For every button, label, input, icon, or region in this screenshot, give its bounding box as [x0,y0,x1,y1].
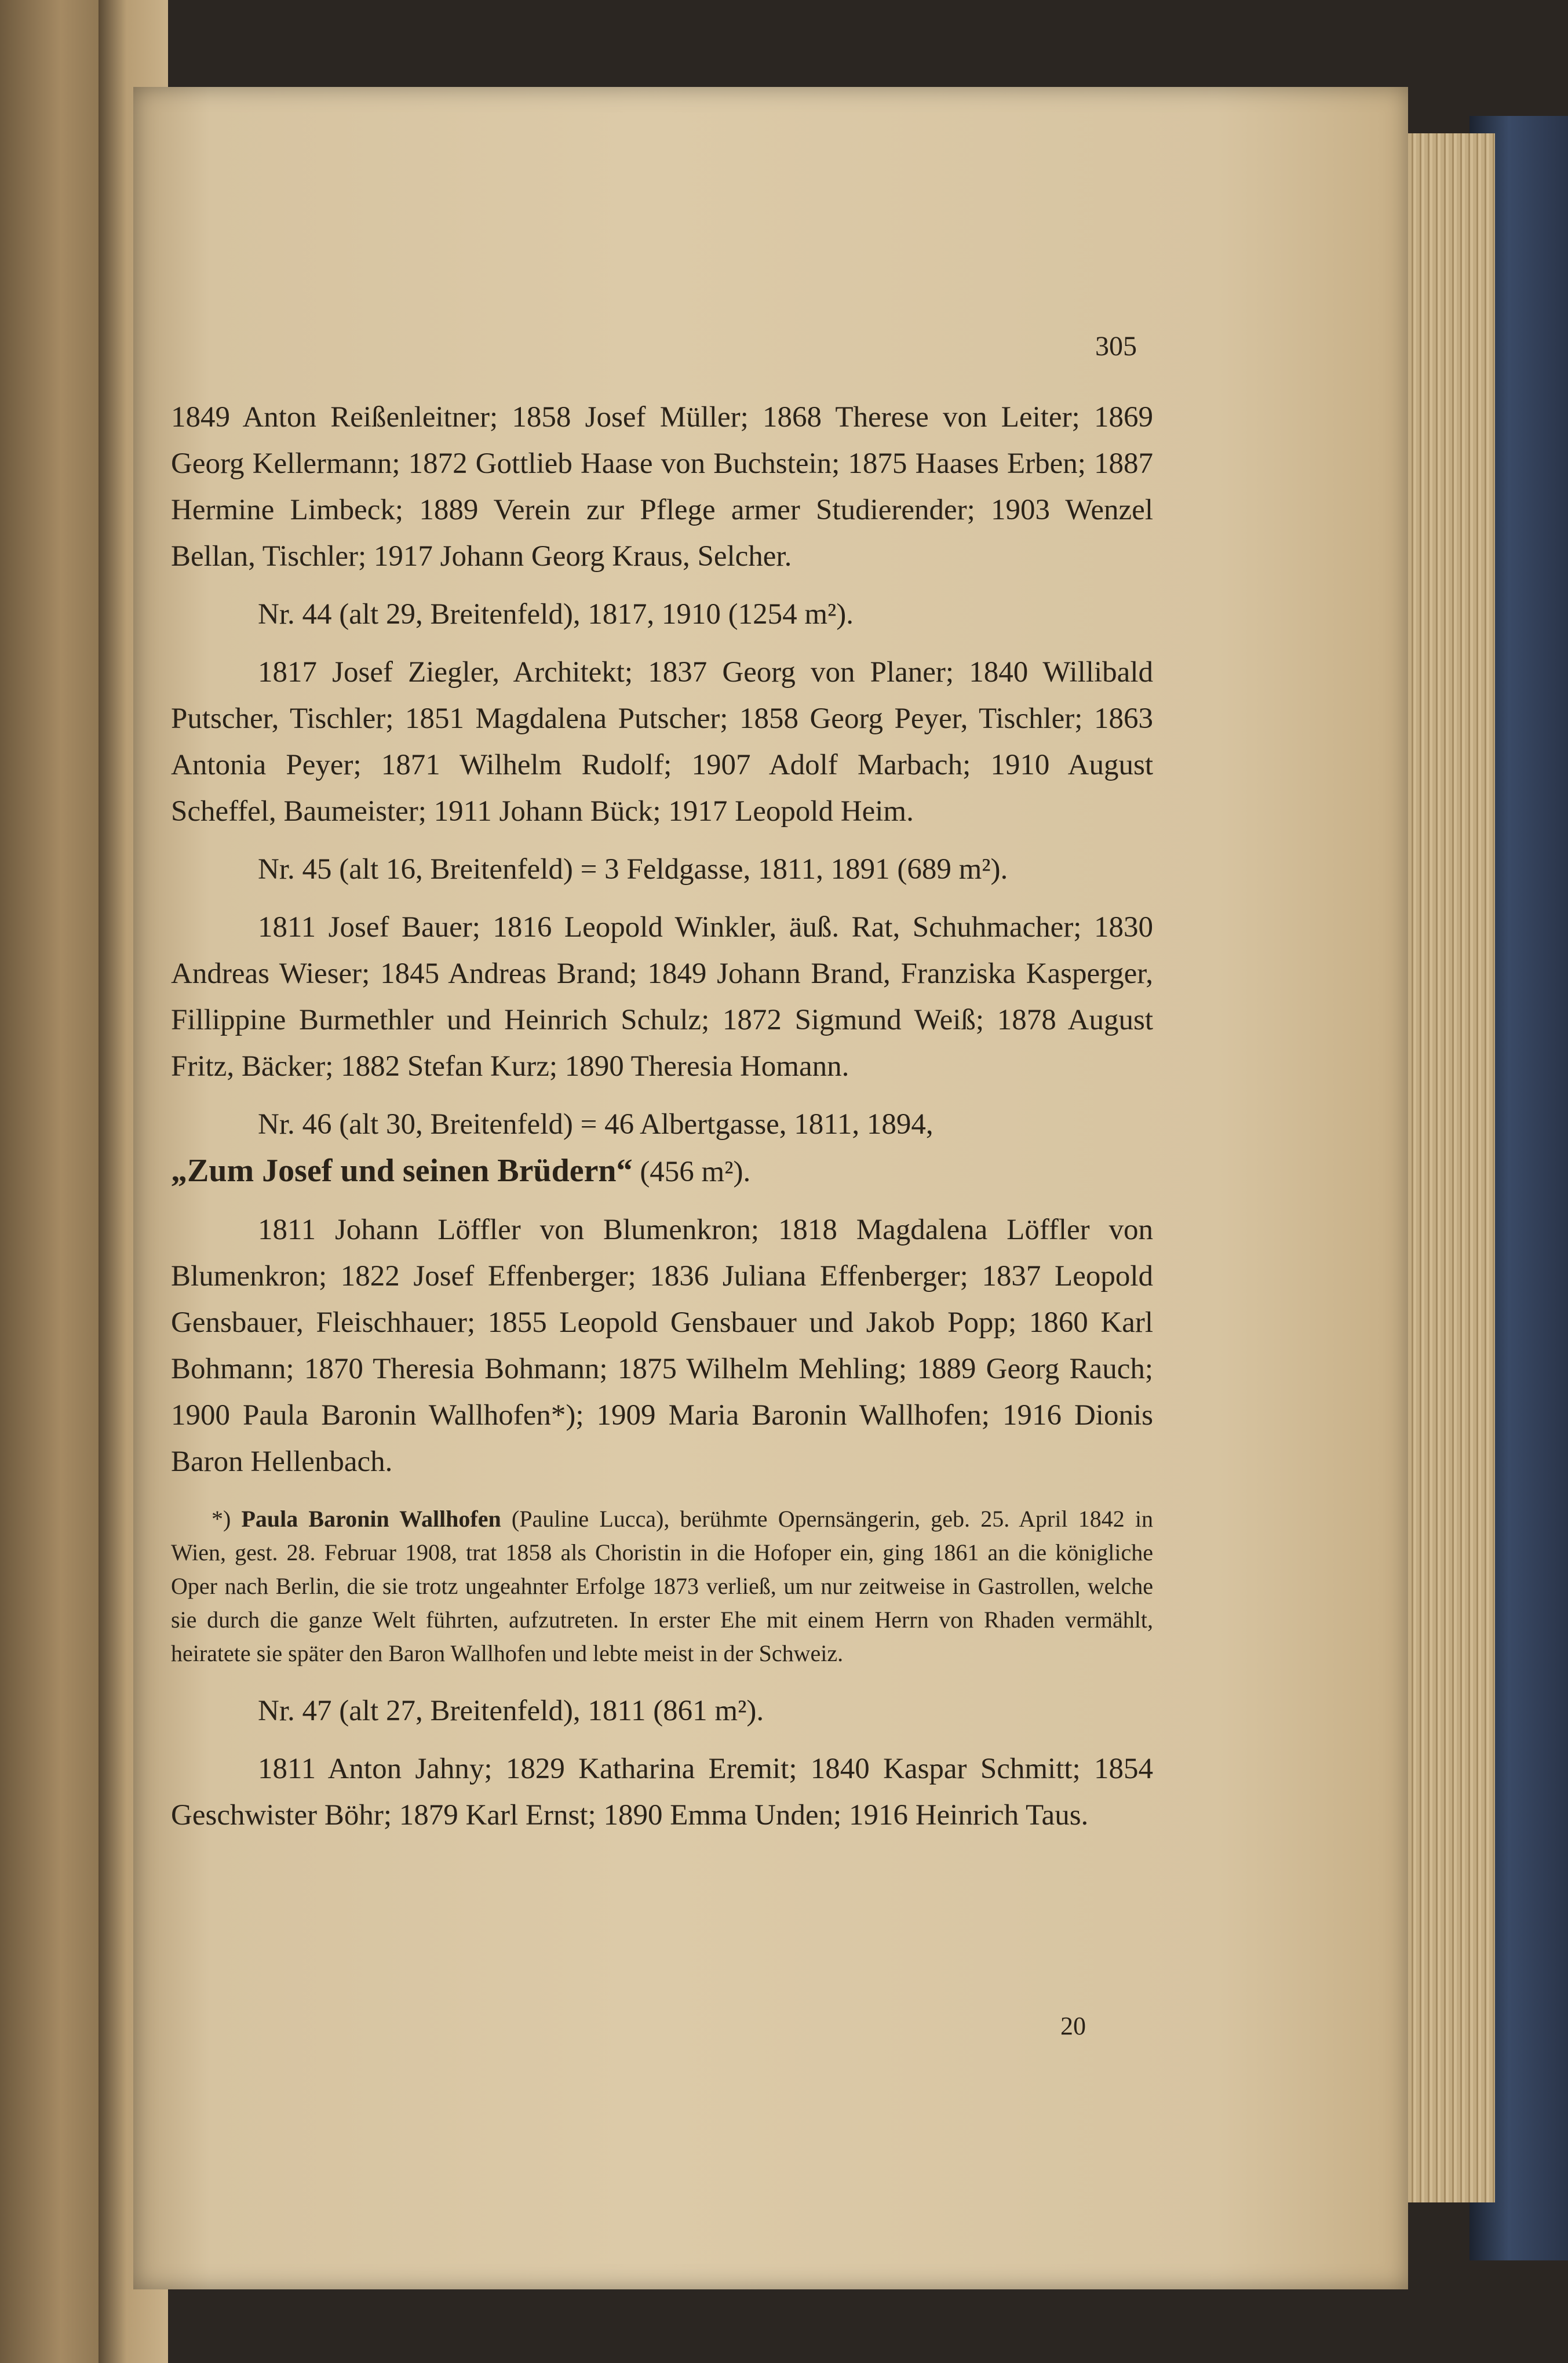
house-heading-45: Nr. 45 (alt 16, Breitenfeld) = 3 Feldgasse, 1811, 1891 (689 m²). [258,853,1008,886]
paragraph: 1811 Johann Löffler von Blumenkron; 1818 Magdalena Löffler von Blumenkron; 1822 Josef Effenberger; 1836 Juliana Effenberger; 1837 Leopold Gensbauer, Fleischhauer; 1855 Leopold Gensbauer und Jakob Popp; 1860 Karl Bohmann; 1870 Theresia Bohmann; 1875 Wilhelm Mehling; 1889 Georg Rauch; 1900 Paula Baronin Wallhofen*); 1909 Maria Baronin Wallhofen; 1916 Dionis Baron Hellenbach. [171,1214,1153,1478]
footnote-mark: *) [212,1506,242,1532]
house-name: „Zum Josef und seinen Brüdern“ [171,1153,633,1189]
page-body [171,394,1153,1838]
house-heading-47: Nr. 47 (alt 27, Breitenfeld), 1811 (861 m²). [258,1695,764,1727]
page-number: 305 [1095,331,1137,362]
footnote-text: (Pauline Lucca), berühmte Opernsängerin, geb. 25. April 1842 in Wien, gest. 28. Februar 1908, trat 1858 als Choristin in die Hofoper ein, ging 1861 an die königliche Oper nach Berlin, die sie trotz ungeahnter Erfolge 1873 verließ, um nur zeitweise in Gastrollen, welche sie durch die ganze Welt führten, aufzutreten. In erster Ehe mit einem Herrn von Rhaden vermählt, heiratete sie später den Baron Wallhofen und lebte meist in der Schweiz. [171,1506,1153,1666]
signature-mark: 20 [1060,2012,1086,2040]
paragraph: 1817 Josef Ziegler, Architekt; 1837 Georg von Planer; 1840 Willibald Putscher, Tischler; 1851 Magdalena Putscher; 1858 Georg Peyer, Tischler; 1863 Antonia Peyer; 1871 Wilhelm Rudolf; 1907 Adolf Marbach; 1910 August Scheffel, Baumeister; 1911 Johann Bück; 1917 Leopold Heim. [171,656,1153,828]
left-page-edge [0,0,110,2363]
footnote [171,1502,1153,1670]
paragraph: 1811 Anton Jahny; 1829 Katharina Eremit; 1840 Kaspar Schmitt; 1854 Geschwister Böhr; 1879 Karl Ernst; 1890 Emma Unden; 1916 Heinrich Taus. [171,1753,1153,1832]
footnote-name: Paula Baronin Wallhofen [241,1506,501,1532]
house-name-line [171,1148,1153,1195]
paragraph: 1849 Anton Reißenleitner; 1858 Josef Müller; 1868 Therese von Leiter; 1869 Georg Kellermann; 1872 Gottlieb Haase von Buchstein; 1875 Haases Erben; 1887 Hermine Limbeck; 1889 Verein zur Pflege armer Studierender; 1903 Wenzel Bellan, Tischler; 1917 Johann Georg Kraus, Selcher. [171,401,1153,573]
house-heading-44: Nr. 44 (alt 29, Breitenfeld), 1817, 1910 (1254 m²). [258,598,854,631]
house-heading-46: Nr. 46 (alt 30, Breitenfeld) = 46 Albertgasse, 1811, 1894, [258,1108,933,1141]
house-area: (456 m²). [632,1156,751,1188]
paragraph: 1811 Josef Bauer; 1816 Leopold Winkler, äuß. Rat, Schuhmacher; 1830 Andreas Wieser; 1845 Andreas Brand; 1849 Johann Brand, Franziska Kasperger, Fillippine Burmethler und Heinrich Schulz; 1872 Sigmund Weiß; 1878 August Fritz, Bäcker; 1882 Stefan Kurz; 1890 Theresia Homann. [171,911,1153,1083]
